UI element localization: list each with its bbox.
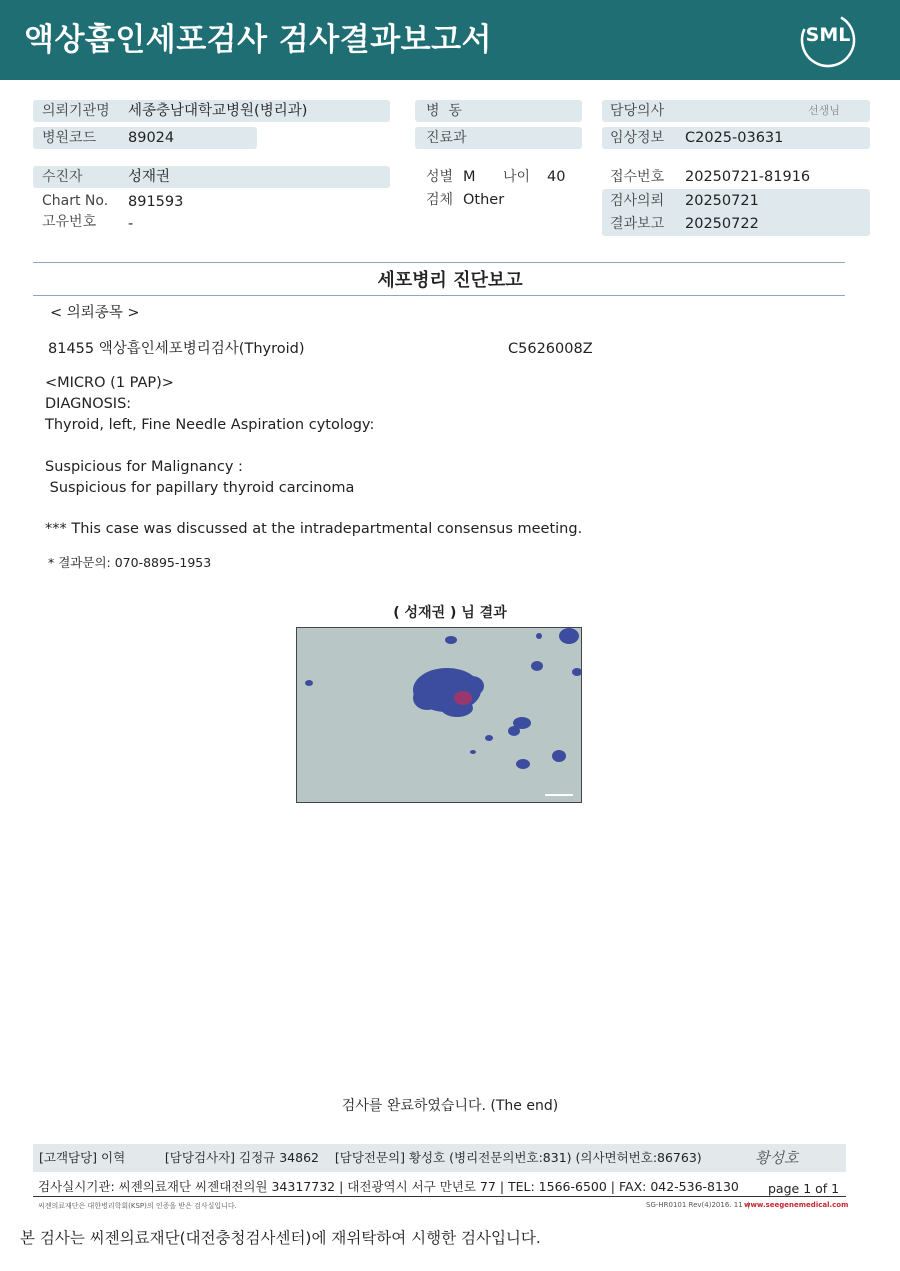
value-request-date: 20250721 xyxy=(685,193,759,209)
logo-text: SML xyxy=(805,24,851,46)
footer-staff-bar xyxy=(33,1144,846,1172)
report-header xyxy=(0,0,900,80)
end-text: 검사를 완료하였습니다. (The end) xyxy=(341,1098,559,1114)
label-bar xyxy=(33,166,390,188)
order-item: 81455 액상흡인세포병리검사(Thyroid) xyxy=(48,341,305,357)
website-link[interactable]: www.seegenemedical.com xyxy=(744,1201,849,1209)
footer-institution-line: 검사실시기관: 씨젠의료재단 씨젠대전의원 34317732 | 대전광역시 서구 만년로 77 | TEL: 1566-6500 | FAX: 042-536-8130 xyxy=(38,1179,739,1194)
section-title: 세포병리 진단보고 xyxy=(377,270,523,291)
label-request-date: 검사의뢰 xyxy=(610,193,665,209)
label-chart-no: Chart No. xyxy=(42,193,109,209)
value-requesting-institution: 세종충남대학교병원(병리과) xyxy=(128,103,308,119)
contact-line: * 결과문의: 070-8895-1953 xyxy=(48,555,212,570)
value-report-date: 20250722 xyxy=(685,216,759,232)
label-specimen: 검체 xyxy=(426,192,454,208)
footer-staff-line: [고객담당] 이혁 [담당검사자] 김정규 34862 [담당전문의] 황성호 (병리전문의번호:831) (의사면허번호:86763) xyxy=(39,1150,702,1165)
value-patient: 성재권 xyxy=(128,169,171,185)
value-unique-no: - xyxy=(128,216,134,232)
form-code: SG-HR0101 Rev(4)2016. 11 | xyxy=(646,1201,750,1209)
label-unique-no: 고유번호 xyxy=(42,214,97,230)
divider xyxy=(33,262,845,263)
label-attending-doctor: 담당의사 xyxy=(610,103,665,119)
outsourcing-note: 본 검사는 씨젠의료재단(대전충청검사센터)에 재위탁하여 시행한 검사입니다. xyxy=(20,1229,541,1247)
doctor-suffix: 선생님 xyxy=(808,104,840,117)
certification-note: 씨젠의료재단은 대한병리학회(KSP)의 인증을 받은 검사실입니다. xyxy=(38,1202,237,1210)
image-caption: ( 성재권 ) 님 결과 xyxy=(393,605,507,621)
footer-divider xyxy=(33,1196,846,1197)
label-sex: 성별 xyxy=(426,169,454,185)
label-ward: 병 동 xyxy=(426,103,462,119)
label-clinical-info: 임상정보 xyxy=(610,130,665,146)
label-hospital-code: 병원코드 xyxy=(42,130,97,146)
value-age: 40 xyxy=(547,169,566,185)
value-chart-no: 891593 xyxy=(128,194,184,210)
micro-line: <MICRO (1 PAP)> xyxy=(45,375,174,391)
consensus-note: *** This case was discussed at the intradepartmental consensus meeting. xyxy=(45,521,583,537)
value-receipt-no: 20250721-81916 xyxy=(685,169,811,185)
value-clinical-info: C2025-03631 xyxy=(685,130,784,146)
specimen-line: Thyroid, left, Fine Needle Aspiration cytology: xyxy=(45,417,375,433)
label-receipt-no: 접수번호 xyxy=(610,169,665,185)
page-number: page 1 of 1 xyxy=(768,1181,840,1196)
label-patient: 수진자 xyxy=(42,169,83,185)
divider xyxy=(33,295,845,296)
value-specimen: Other xyxy=(463,192,505,208)
order-heading: < 의뢰종목 > xyxy=(50,305,140,321)
order-code: C5626008Z xyxy=(508,341,593,357)
value-hospital-code: 89024 xyxy=(128,130,175,146)
report-title: 액상흡인세포검사 검사결과보고서 xyxy=(24,22,492,58)
label-department: 진료과 xyxy=(426,130,467,146)
cytology-image xyxy=(296,627,582,803)
label-age: 나이 xyxy=(503,169,531,185)
value-sex: M xyxy=(463,169,476,185)
diagnosis-category: Suspicious for Malignancy : xyxy=(45,459,243,475)
label-requesting-institution: 의뢰기관명 xyxy=(42,103,110,119)
signature: 황성호 xyxy=(755,1149,799,1167)
label-report-date: 결과보고 xyxy=(610,216,665,232)
diagnosis-detail: Suspicious for papillary thyroid carcinoma xyxy=(45,480,355,496)
diagnosis-label: DIAGNOSIS: xyxy=(45,396,132,412)
sml-logo-icon xyxy=(798,10,858,70)
